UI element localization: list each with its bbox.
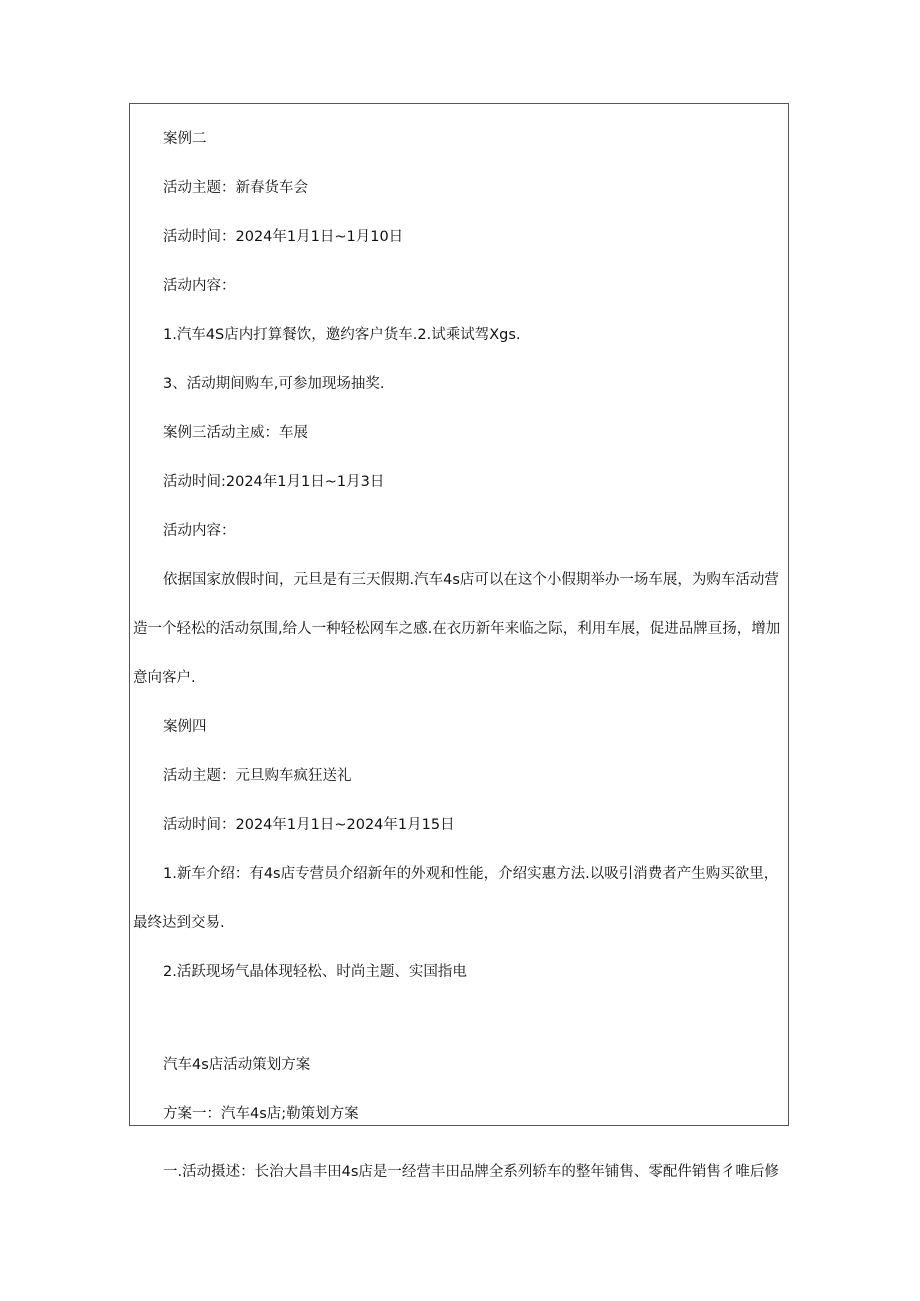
plan-one-title: 方案一：汽车4s店;勒策划方案 (163, 1106, 359, 1122)
case-four-time: 活动时间：2024年1月1日~2024年1月15日 (163, 817, 455, 833)
case-three-heading: 案例三活动主威：车展 (163, 425, 308, 441)
case-two-heading: 案例二 (163, 131, 207, 147)
case-four-item-2: 2.活跃现场气晶体现轻松、时尚主题、实国指电 (163, 964, 467, 980)
case-three-paragraph-line-1: 依据国家放假时间，元旦是有三天假期.汽车4s店可以在这个小假期举办一场车展，为购车活动营 (163, 572, 779, 588)
case-four-heading: 案例四 (163, 719, 207, 735)
case-three-paragraph-line-3: 意向客户. (133, 670, 196, 686)
case-two-content-label: 活动内容： (163, 278, 236, 294)
case-two-time: 活动时间：2024年1月1日~1月10日 (163, 229, 404, 245)
case-three-time: 活动时间:2024年1月1日~1月3日 (163, 474, 385, 490)
case-four-item-1-line-2: 最终达到交易. (133, 915, 225, 931)
activity-summary-line: 一.活动摄述：长治大昌丰田4s店是一经营丰田品牌全系列轿车的整年铺售、零配件销售彳唯后修 (163, 1164, 779, 1180)
case-four-theme: 活动主题：元旦购车疯狂送礼 (163, 768, 352, 784)
case-two-item-3: 3、活动期间购车,可参加现场抽奖. (163, 376, 385, 392)
case-three-content-label: 活动内容： (163, 523, 236, 539)
case-three-paragraph-line-2: 造一个轻松的活动氛围,给人一种轻松网车之感.在衣历新年来临之际，利用车展，促进品牌亘扬，增加 (133, 621, 781, 637)
section-title: 汽车4s店活动策划方案 (163, 1057, 311, 1073)
case-four-item-1-line-1: 1.新车介绍：有4s店专营员介绍新年的外观和性能，介绍实惠方法.以吸引消费者产生购买欲里， (163, 866, 779, 882)
case-two-item-1: 1.汽车4S店内打算餐饮，邀约客户货车.2.试乘试驾Xgs. (163, 327, 521, 343)
case-two-theme: 活动主题：新春货车会 (163, 180, 308, 196)
